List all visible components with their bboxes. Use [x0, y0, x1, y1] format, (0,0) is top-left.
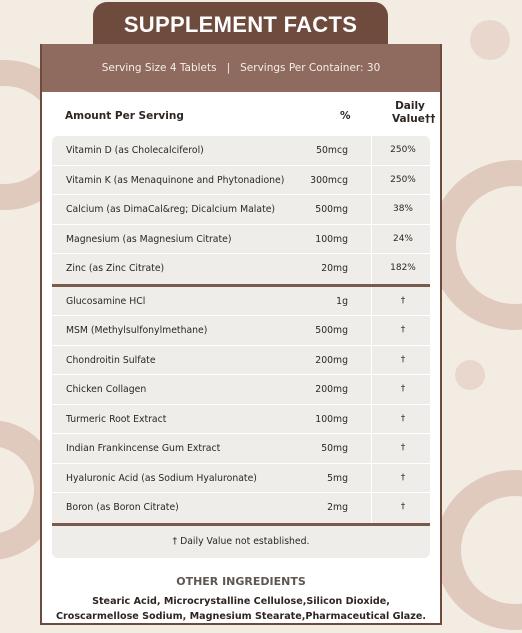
ingredient-amount: 2mg	[327, 502, 348, 513]
other-actives-block	[52, 287, 430, 523]
other-ingredients-text	[42, 594, 440, 624]
ingredient-daily-value: †	[400, 443, 406, 453]
decorative-ring	[435, 470, 522, 630]
ingredient-daily-value: 250%	[390, 145, 416, 155]
ingredient-daily-value: 250%	[390, 174, 416, 185]
ingredient-name: Magnesium (as Magnesium Citrate)	[66, 233, 232, 245]
ingredient-name: Zinc (as Zinc Citrate)	[66, 263, 165, 274]
ingredient-name: Hyaluronic Acid (as Sodium Hyaluronate)	[66, 472, 257, 484]
ingredient-amount: 1g	[336, 295, 348, 307]
other-ingredients-line: Stearic Acid, Microcrystalline Cellulose,Silicon Dioxide,	[92, 595, 390, 607]
ingredient-amount: 200mg	[315, 384, 348, 395]
ingredient-daily-value: †	[400, 295, 406, 306]
ingredient-daily-value: 182%	[390, 263, 416, 273]
decorative-speckle	[455, 360, 485, 390]
ingredient-name: Vitamin D (as Cholecalciferol)	[66, 145, 204, 156]
decorative-ring	[430, 160, 522, 330]
servings-per-container: Servings Per Container: 30	[240, 62, 381, 74]
amount-per-serving-header: Amount Per Serving	[65, 110, 184, 122]
ingredient-amount: 100mg	[315, 413, 348, 425]
ingredient-amount: 100mg	[315, 233, 348, 245]
ingredient-daily-value: 24%	[392, 233, 413, 244]
ingredient-daily-value: †	[400, 354, 406, 365]
table-row	[52, 136, 430, 166]
percent-header: %	[340, 110, 351, 122]
ingredient-name: Glucosamine HCl	[66, 295, 146, 307]
table-row	[52, 254, 430, 284]
table-row	[52, 166, 430, 196]
facts-panel	[40, 44, 442, 625]
ingredient-amount: 20mg	[321, 263, 348, 274]
table-row	[52, 287, 430, 317]
ingredient-daily-value: †	[400, 413, 406, 424]
other-ingredients-title: OTHER INGREDIENTS	[176, 574, 306, 588]
ingredient-name: Chicken Collagen	[66, 384, 147, 395]
table-row	[52, 316, 430, 346]
ingredient-amount: 5mg	[327, 472, 348, 484]
vitamins-block	[52, 136, 430, 284]
ingredient-amount: 50mcg	[316, 145, 348, 156]
ingredient-amount: 200mg	[315, 354, 348, 366]
ingredient-daily-value: †	[400, 384, 406, 394]
table-row	[52, 405, 430, 435]
ingredient-amount: 500mg	[315, 204, 348, 215]
ingredient-daily-value: 38%	[392, 204, 413, 214]
ingredient-daily-value: †	[400, 502, 406, 512]
other-ingredients-line: Croscarmellose Sodium, Magnesium Stearate,Pharmaceutical Glaze.	[55, 610, 427, 622]
table-row	[52, 464, 430, 494]
ingredient-name: Calcium (as DimaCal&reg; Dicalcium Malate)	[66, 204, 276, 215]
ingredient-daily-value: †	[400, 325, 406, 335]
table-row	[52, 434, 430, 464]
decorative-speckle	[470, 20, 510, 60]
table-row	[52, 225, 430, 255]
table-row	[52, 493, 430, 523]
ingredient-name: Indian Frankincense Gum Extract	[66, 443, 221, 454]
footnote-text: † Daily Value not established.	[172, 536, 310, 547]
ingredient-name: Turmeric Root Extract	[66, 413, 167, 425]
serving-size: Serving Size 4 Tablets	[101, 62, 217, 74]
table-row	[52, 195, 430, 225]
ingredient-name: Boron (as Boron Citrate)	[66, 502, 179, 513]
daily-value-header	[392, 100, 436, 126]
daily-value-header-line2: Value††	[392, 113, 436, 125]
ingredient-name: Vitamin K (as Menaquinone and Phytonadione)	[66, 174, 285, 186]
table-row	[52, 346, 430, 376]
ingredient-amount: 50mg	[321, 443, 348, 454]
ingredient-name: MSM (Methylsulfonylmethane)	[66, 325, 208, 336]
serving-info-bar	[42, 44, 440, 92]
ingredient-amount: 500mg	[315, 325, 348, 336]
title-banner	[93, 2, 388, 48]
ingredient-name: Chondroitin Sulfate	[66, 354, 156, 366]
page-title: SUPPLEMENT FACTS	[123, 12, 358, 37]
ingredient-amount: 300mcg	[310, 174, 348, 186]
daily-value-header-line1: Daily	[395, 100, 425, 112]
ingredient-daily-value: †	[400, 472, 406, 483]
table-row	[52, 375, 430, 405]
serving-separator: |	[226, 62, 231, 74]
footnote	[52, 526, 430, 558]
table-header	[42, 92, 440, 136]
